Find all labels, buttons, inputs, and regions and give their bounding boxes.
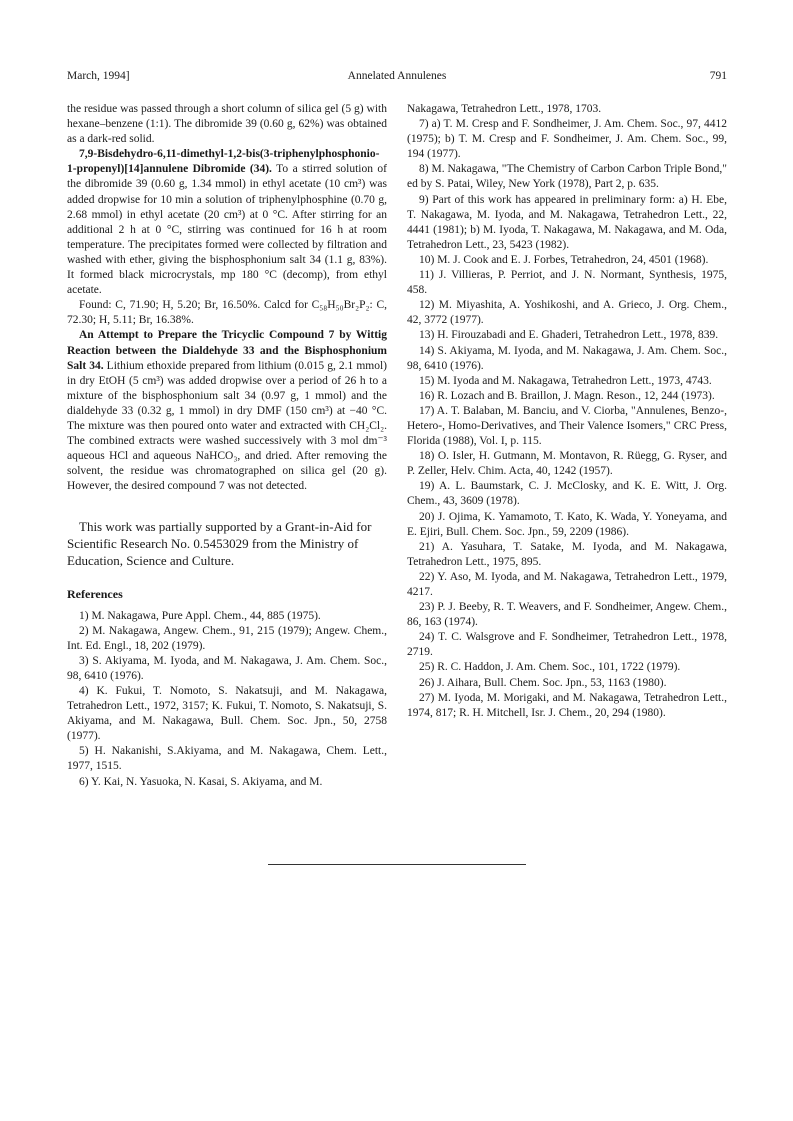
- paragraph-residue: the residue was passed through a short column of silica gel (5 g) with hexane–benzene (1:1). The dibromide 39 (0.60 g, 62%) was obtained as a dark-red solid.: [67, 103, 387, 146]
- paragraph-body: To a stirred solution of the dibromide 39 (0.60 g, 1.34 mmol) in ethyl acetate (10 cm³) was added dropwise for 10 min a solution of triphenylphosphine (0.70 g, 2.68 mmol) in ethyl acetate (20 cm³) at 0 °C. After stirring for an additional 2 h at 0 °C, stirring was continued for 16 h at room temperature. The precipitates formed were collected by filtration and washed with ether, giving the bisphosphonium salt 34 (1.1 g, 83%). It formed black microcrystals, mp 180 °C (decomp), from ethyl acetate.: [67, 163, 387, 297]
- reference-item: 23) P. J. Beeby, R. T. Weavers, and F. Sondheimer, Angew. Chem., 86, 163 (1974).: [407, 601, 727, 629]
- end-rule: [268, 864, 526, 865]
- reference-item: 13) H. Firouzabadi and E. Ghaderi, Tetrahedron Lett., 1978, 839.: [419, 329, 719, 342]
- paragraph-bisphosphonium: [67, 147, 387, 298]
- reference-item: 11) J. Villieras, P. Perriot, and J. N. Normant, Synthesis, 1975, 458.: [407, 269, 727, 297]
- paragraph-analysis: Found: C, 71.90; H, 5.20; Br, 16.50%. Calcd for C₅₈H₅₀Br₂P₂: C, 72.30; H, 5.11; Br, 16.38%.: [67, 299, 387, 327]
- reference-item: 8) M. Nakagawa, "The Chemistry of Carbon Carbon Triple Bond," ed by S. Patai, Wiley, New York (1978), Part 2, p. 635.: [407, 163, 727, 191]
- reference-item: 17) A. T. Balaban, M. Banciu, and V. Ciorba, "Annulenes, Benzo-, Hetero-, Homo-Derivatives, and Their Valence Isomers," CRC Press, Florida (1988), Vol. I, p. 115.: [407, 404, 727, 448]
- page-number: 791: [709, 70, 727, 82]
- reference-item: 25) R. C. Haddon, J. Am. Chem. Soc., 101, 1722 (1979).: [419, 661, 681, 674]
- reference-item: 27) M. Iyoda, M. Morigaki, and M. Nakagawa, Tetrahedron Lett., 1974, 817; R. H. Mitchell, Isr. J. Chem., 20, 294 (1980).: [407, 691, 727, 719]
- paragraph-body: Lithium ethoxide prepared from lithium (0.015 g, 2.1 mmol) in dry EtOH (5 cm³) was added dropwise over a period of 26 h to a mixture of the bisphosphonium salt 34 (0.97 g, 1 mmol) and the dialdehyde 33 (0.32 g, 1 mmol) in dry DMF (150 cm³) at −40 °C. The mixture was then poured onto water and extracted with CH₂Cl₂. The combined extracts were washed successively with 3 mol dm⁻³ aqueous HCl and aqueous NaHCO₃, and dried. After removing the solvent, the residue was chromatographed on silica gel (20 g). However, the desired compound 7 was not detected.: [67, 359, 387, 493]
- reference-item: 16) R. Lozach and B. Braillon, J. Magn. Reson., 12, 244 (1973).: [419, 389, 715, 402]
- header-title: Annelated Annulenes: [347, 70, 447, 82]
- acknowledgement: This work was partially supported by a Grant-in-Aid for Scientific Research No. 0.5453029 from the Ministry of Education, Science and Culture.: [67, 519, 372, 569]
- section-title-dibromide: 7,9-Bisdehydro-6,11-dimethyl-1,2-bis(3-triphenylphosphonio-1-propenyl)[14]annulene Dibromide (34).: [67, 148, 380, 176]
- reference-item: 24) T. C. Walsgrove and F. Sondheimer, Tetrahedron Lett., 1978, 2719.: [407, 631, 727, 659]
- references-heading: References: [67, 587, 123, 602]
- reference-item: 9) Part of this work has appeared in preliminary form: a) H. Ebe, T. Nakagawa, M. Iyoda, and M. Nakagawa, Tetrahedron Lett., 22, 4441 (1981); b) M. Iyoda, T. Nakagawa, M. Nakagawa, and M. Oda, Tetrahedron Lett., 23, 5423 (1982).: [407, 193, 727, 251]
- reference-item: 22) Y. Aso, M. Iyoda, and M. Nakagawa, Tetrahedron Lett., 1979, 4217.: [407, 570, 727, 598]
- reference-item: Nakagawa, Tetrahedron Lett., 1978, 1703.: [407, 103, 602, 115]
- references-list-right: [407, 102, 727, 721]
- reference-item: 7) a) T. M. Cresp and F. Sondheimer, J. Am. Chem. Soc., 97, 4412 (1975); b) T. M. Cresp and F. Sondheimer, J. Am. Chem. Soc., 99, 194 (1977).: [407, 118, 727, 161]
- reference-item: 1) M. Nakagawa, Pure Appl. Chem., 44, 885 (1975).: [79, 609, 321, 622]
- reference-item: 20) J. Ojima, K. Yamamoto, T. Kato, K. Wada, Y. Yoneyama, and E. Ejiri, Bull. Chem. Soc. Jpn., 59, 2209 (1986).: [407, 510, 727, 538]
- right-column: [407, 102, 727, 721]
- left-column: [67, 102, 387, 790]
- section-title-wittig: An Attempt to Prepare the Tricyclic Compound 7 by Wittig Reaction between the Dialdehyde 33 and the Bisphosphonium Salt 34.: [67, 329, 387, 372]
- reference-item: 12) M. Miyashita, A. Yoshikoshi, and A. Grieco, J. Org. Chem., 42, 3772 (1977).: [407, 299, 727, 327]
- reference-item: 14) S. Akiyama, M. Iyoda, and M. Nakagawa, J. Am. Chem. Soc., 98, 6410 (1976).: [407, 344, 727, 372]
- paragraph-wittig: [67, 328, 387, 494]
- reference-item: 3) S. Akiyama, M. Iyoda, and M. Nakagawa, J. Am. Chem. Soc., 98, 6410 (1976).: [67, 654, 387, 682]
- reference-item: 5) H. Nakanishi, S.Akiyama, and M. Nakagawa, Chem. Lett., 1977, 1515.: [67, 745, 387, 773]
- reference-item: 10) M. J. Cook and E. J. Forbes, Tetrahedron, 24, 4501 (1968).: [419, 253, 709, 266]
- references-list-left: [67, 609, 387, 790]
- reference-item: 2) M. Nakagawa, Angew. Chem., 91, 215 (1979); Angew. Chem., Int. Ed. Engl., 18, 202 (1979).: [67, 624, 387, 652]
- reference-item: 21) A. Yasuhara, T. Satake, M. Iyoda, and M. Nakagawa, Tetrahedron Lett., 1975, 895.: [407, 540, 727, 568]
- running-header: [67, 70, 727, 86]
- header-date: March, 1994]: [67, 70, 130, 82]
- reference-item: 18) O. Isler, H. Gutmann, M. Montavon, R. Rüegg, G. Ryser, and P. Zeller, Helv. Chim. Acta, 40, 1242 (1957).: [407, 450, 727, 478]
- reference-item: 6) Y. Kai, N. Yasuoka, N. Kasai, S. Akiyama, and M.: [79, 775, 323, 788]
- reference-item: 19) A. L. Baumstark, C. J. McClosky, and K. E. Witt, J. Org. Chem., 43, 3609 (1978).: [407, 480, 727, 508]
- reference-item: 15) M. Iyoda and M. Nakagawa, Tetrahedron Lett., 1973, 4743.: [419, 374, 712, 387]
- reference-item: 26) J. Aihara, Bull. Chem. Soc. Jpn., 53, 1163 (1980).: [419, 676, 667, 689]
- reference-item: 4) K. Fukui, T. Nomoto, S. Nakatsuji, and M. Nakagawa, Tetrahedron Lett., 1972, 3157; K. Fukui, T. Nomoto, S. Nakatsuji, S. Akiyama, and M. Nakagawa, Bull. Chem. Soc. Jpn., 50, 2758 (1977).: [67, 685, 387, 743]
